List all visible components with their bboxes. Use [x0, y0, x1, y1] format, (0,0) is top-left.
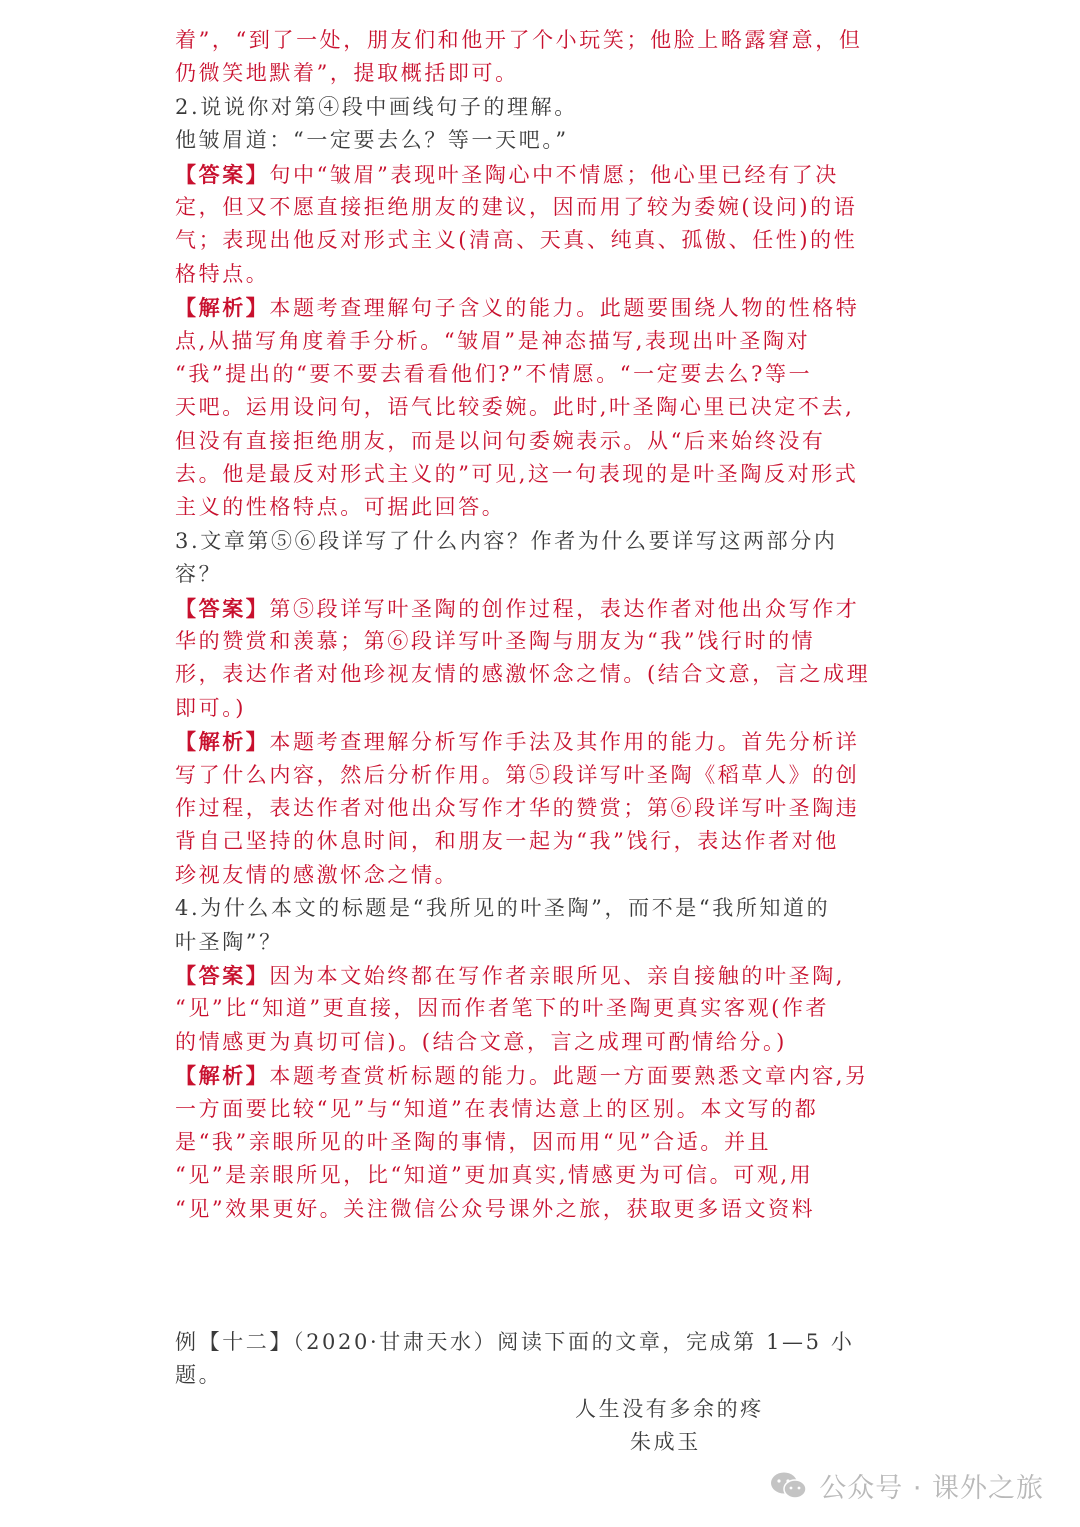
line-text: 点,从描写角度着手分析。“皱眉”是神态描写,表现出叶圣陶对 — [175, 328, 811, 353]
line-text: 珍视友情的感激怀念之情。 — [175, 862, 459, 887]
line-text: 气；表现出他反对形式主义(清高、天真、纯真、孤傲、任性)的性 — [175, 228, 858, 253]
line-text: 一方面要比较“见”与“知道”在表情达意上的区别。本文写的都 — [175, 1096, 819, 1121]
line-text: 形，表达作者对他珍视友情的感激怀念之情。(结合文意，言之成理 — [175, 662, 871, 687]
text-line — [175, 859, 903, 892]
line-text: 4.为什么本文的标题是“我所见的叶圣陶”，而不是“我所知道的 — [175, 896, 831, 921]
text-line — [175, 191, 903, 224]
answer-tag-label: 【答案】 — [175, 962, 270, 988]
text-line — [175, 759, 903, 792]
text-line — [175, 792, 903, 825]
line-text: 句中“皱眉”表现叶圣陶心中不情愿；他心里已经有了决 — [269, 162, 839, 187]
text-line — [175, 91, 903, 124]
line-text: 因为本文始终都在写作者亲眼所见、亲自接触的叶圣陶, — [269, 963, 846, 988]
text-line — [175, 1093, 903, 1126]
line-text: 第⑤段详写叶圣陶的创作过程，表达作者对他出众写作才 — [269, 596, 860, 621]
wechat-icon — [769, 1471, 809, 1501]
text-line — [175, 291, 903, 324]
text-line — [175, 224, 903, 257]
line-text: 背自己坚持的休息时间，和朋友一起为“我”饯行，表达作者对他 — [175, 829, 839, 854]
answer-tag-label: 【解析】 — [175, 729, 270, 755]
line-text: 3.文章第⑤⑥段详写了什么内容？作者为什么要详写这两部分内 — [175, 528, 838, 553]
text-line — [175, 592, 903, 625]
text-line — [175, 391, 903, 424]
text-line — [175, 725, 903, 758]
line-text: “见”是亲眼所见，比“知道”更加真实,情感更为可信。可观,用 — [175, 1163, 814, 1188]
text-line — [175, 692, 903, 725]
text-line — [175, 258, 903, 291]
text-line — [175, 325, 903, 358]
text-line — [175, 1159, 903, 1192]
text-line — [175, 658, 903, 691]
text-line — [175, 892, 903, 925]
line-text: 本题考查理解句子含义的能力。此题要围绕人物的性格特 — [269, 296, 860, 321]
example-intro-line-2: 题。 — [175, 1363, 223, 1388]
line-text: 本题考查赏析标题的能力。此题一方面要熟悉文章内容,另 — [269, 1064, 869, 1089]
text-line — [175, 425, 903, 458]
text-line — [175, 992, 903, 1025]
text-line — [175, 491, 903, 524]
line-text: 作过程，表达作者对他出众写作才华的赞赏；第⑥段详写叶圣陶违 — [175, 795, 860, 820]
article-author: 朱成玉 — [630, 1430, 701, 1455]
line-text: “见”比“知道”更直接，因而作者笔下的叶圣陶更真实客观(作者 — [175, 996, 830, 1021]
line-text: 写了什么内容，然后分析作用。第⑤段详写叶圣陶《稻草人》的创 — [175, 762, 860, 787]
text-line — [175, 24, 903, 57]
line-text: 定，但又不愿直接拒绝朋友的建议，因而用了较为委婉(设问)的语 — [175, 194, 858, 219]
line-text: 容？ — [175, 562, 223, 587]
line-text: 格特点。 — [175, 261, 270, 286]
answer-tag-label: 【解析】 — [175, 295, 270, 321]
line-text: 是“我”亲眼所见的叶圣陶的事情，因而用“见”合适。并且 — [175, 1129, 772, 1154]
example-intro-line-1: 例【十二】（2020·甘肃天水）阅读下面的文章，完成第 1—5 小 — [175, 1330, 855, 1355]
text-line — [175, 825, 903, 858]
text-line — [175, 1193, 903, 1226]
line-text: 天吧。运用设问句，语气比较委婉。此时,叶圣陶心里已决定不去, — [175, 395, 855, 420]
line-text: 的情感更为真切可信)。(结合文意，言之成理可酌情给分。) — [175, 1029, 787, 1054]
text-line — [175, 158, 903, 191]
document-page — [175, 24, 903, 1460]
text-line — [175, 558, 903, 591]
line-text: 去。他是最反对形式主义的”可见,这一句表现的是叶圣陶反对形式 — [175, 462, 859, 487]
line-text: 华的赞赏和羡慕；第⑥段详写叶圣陶与朋友为“我”饯行时的情 — [175, 629, 816, 654]
text-line — [175, 57, 903, 90]
line-text: 叶圣陶”？ — [175, 929, 283, 954]
watermark-text: 公众号 · 课外之旅 — [819, 1473, 1044, 1504]
line-text: 仍微笑地默着”，提取概括即可。 — [175, 61, 519, 86]
text-line — [175, 458, 903, 491]
answer-tag-label: 【解析】 — [175, 1063, 270, 1089]
text-line — [175, 1026, 903, 1059]
text-line — [175, 959, 903, 992]
line-text: 着”，“到了一处，朋友们和他开了个小玩笑；他脸上略露窘意，但 — [175, 28, 863, 52]
text-line — [175, 625, 903, 658]
line-text: 2.说说你对第④段中画线句子的理解。 — [175, 94, 578, 119]
article-title: 人生没有多余的疼 — [575, 1396, 764, 1421]
text-line — [175, 1126, 903, 1159]
text-line — [175, 525, 903, 558]
line-text: 即可。) — [175, 695, 247, 720]
line-text: 他皱眉道：“一定要去么？等一天吧。” — [175, 128, 569, 153]
line-text: “我”提出的“要不要去看看他们?”不情愿。“一定要去么?等一 — [175, 361, 813, 386]
answer-tag-label: 【答案】 — [175, 595, 270, 621]
line-text: 本题考查理解分析写作手法及其作用的能力。首先分析详 — [269, 730, 860, 755]
answer-tag-label: 【答案】 — [175, 161, 270, 187]
text-line — [175, 1059, 903, 1092]
section-gap — [175, 1226, 903, 1326]
line-text: “见”效果更好。关注微信公众号课外之旅，获取更多语文资料 — [175, 1196, 816, 1221]
line-text: 主义的性格特点。可据此回答。 — [175, 495, 506, 520]
line-text: 但没有直接拒绝朋友，而是以问句委婉表示。从“后来始终没有 — [175, 428, 826, 453]
watermark — [769, 1466, 1044, 1505]
text-line — [175, 358, 903, 391]
text-line — [175, 926, 903, 959]
text-line — [175, 124, 903, 157]
answer-section — [175, 24, 903, 1226]
